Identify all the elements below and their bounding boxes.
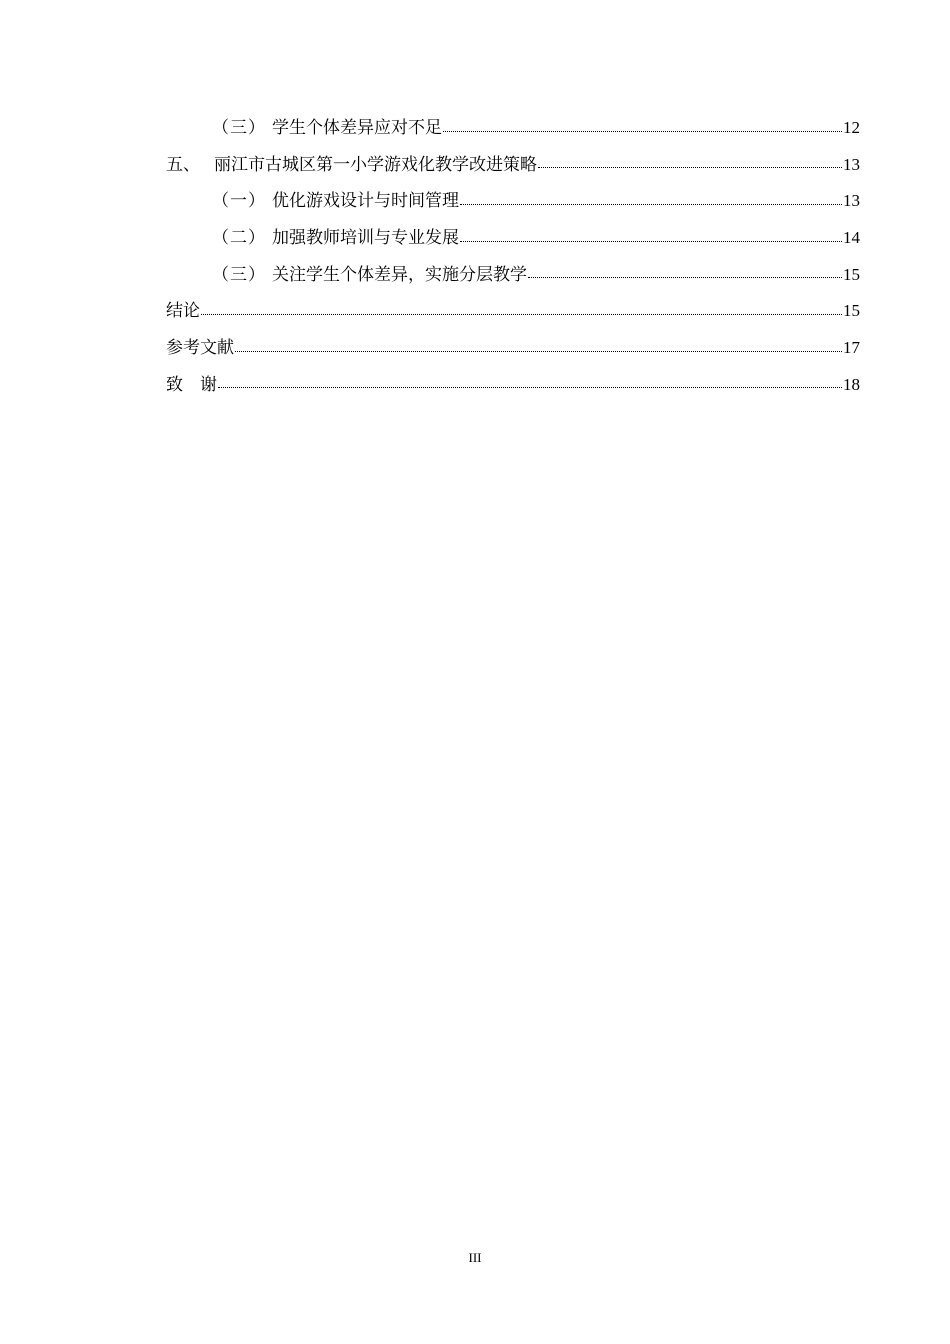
toc-entry-references[interactable] (166, 330, 860, 367)
toc-entry-page: 17 (843, 338, 860, 358)
page-number: III (468, 1250, 482, 1265)
toc-entry-label: 结论 (166, 301, 200, 322)
toc-entry-number: （三） (212, 264, 266, 285)
toc-entry[interactable] (166, 110, 860, 147)
toc-entry-label-char: 谢 (200, 374, 217, 395)
toc-entry-number: （二） (212, 228, 266, 249)
toc-entry-label: 关注学生个体差异，实施分层教学 (272, 264, 527, 285)
toc-dot-leader (460, 189, 842, 206)
toc-dot-leader (528, 263, 842, 280)
toc-entry[interactable] (166, 183, 860, 220)
toc-dot-leader (443, 116, 842, 133)
toc-dot-leader (538, 153, 842, 170)
toc-entry-number: （一） (212, 191, 266, 212)
toc-entry-page: 12 (843, 118, 860, 137)
toc-entry-page: 15 (843, 301, 860, 321)
toc-entry[interactable] (166, 220, 860, 257)
toc-entry-label: 丽江市古城区第一小学游戏化教学改进策略 (214, 154, 537, 175)
toc-entry-label: 优化游戏设计与时间管理 (272, 191, 459, 212)
toc-dot-leader (235, 336, 842, 353)
toc-entry-label: 学生个体差异应对不足 (272, 118, 442, 138)
toc-entry[interactable] (166, 257, 860, 294)
toc-dot-leader (460, 226, 842, 243)
toc-entry-page: 14 (843, 228, 860, 248)
toc-entry-label: 加强教师培训与专业发展 (272, 228, 459, 249)
toc-entry-label: 参考文献 (166, 338, 234, 359)
toc-entry-page: 13 (843, 154, 860, 174)
toc-entry-page: 13 (843, 191, 860, 211)
table-of-contents (166, 110, 860, 404)
toc-dot-leader (218, 373, 842, 390)
toc-dot-leader (201, 299, 842, 316)
toc-entry-conclusion[interactable] (166, 293, 860, 330)
toc-entry-page: 15 (843, 264, 860, 284)
toc-entry-page: 18 (843, 374, 860, 394)
toc-entry-label-char: 致 (166, 374, 200, 395)
toc-entry-acknowledgements[interactable] (166, 367, 860, 404)
toc-entry-number: 五、 (166, 154, 200, 175)
toc-entry[interactable] (166, 147, 860, 184)
toc-entry-number: （三） (212, 118, 266, 138)
